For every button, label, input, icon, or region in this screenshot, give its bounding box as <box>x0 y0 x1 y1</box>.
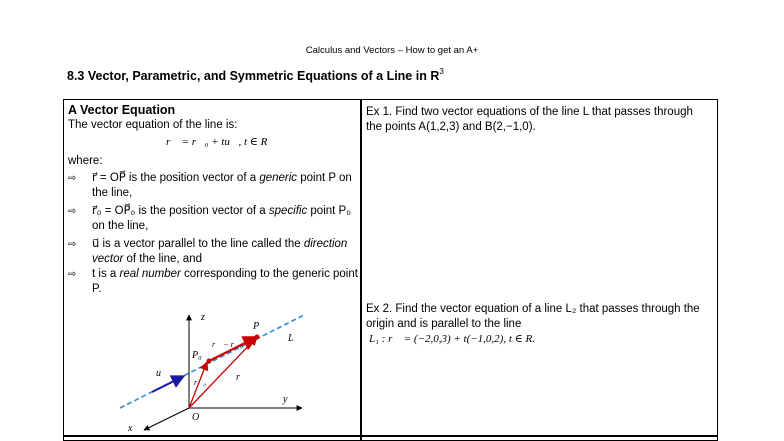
bullet-text: of the line, and <box>123 253 202 265</box>
bullet-text: r⃗₀ = OP⃗₀ is the position vector of a <box>92 205 269 217</box>
bullet-parameter <box>68 267 358 297</box>
column-divider <box>360 100 362 440</box>
arrow-bullet-icon: ⇨ <box>68 206 77 217</box>
line-diagram <box>112 310 352 440</box>
example-2 <box>366 302 706 347</box>
label-x: x <box>128 423 133 434</box>
content-table <box>63 99 718 441</box>
arrow-bullet-icon: ⇨ <box>68 239 77 250</box>
bullet-text: corresponding to the generic point P. <box>92 268 358 295</box>
bullet-text: point P₀ on the line, <box>92 205 351 232</box>
label-r-minus-r0: r⃗ − r⃗₀ <box>212 340 243 349</box>
label-r: r⃗ <box>236 372 248 383</box>
label-L: L <box>288 333 294 344</box>
label-P0: P₀ <box>192 350 202 361</box>
point-P0 <box>207 359 212 364</box>
section-heading <box>67 68 444 83</box>
label-O: O <box>192 412 200 423</box>
bullet-specific <box>68 204 358 234</box>
label-r0: r⃗₀ <box>194 378 207 387</box>
bullet-direction <box>68 237 358 267</box>
arrow-bullet-icon: ⇨ <box>68 269 77 280</box>
label-y: y <box>283 394 288 405</box>
bullet-text: r⃗ = OP⃗ is the position vector of a <box>92 172 260 184</box>
example-2-equation: L₁ : r⃗ = (−2,0,3) + t(−1,0,2), t ∈ R. <box>369 333 536 345</box>
bullet-generic <box>68 171 358 201</box>
arrow-bullet-icon: ⇨ <box>68 173 77 184</box>
intro-text: The vector equation of the line is: <box>68 119 238 131</box>
x-axis <box>144 408 189 430</box>
point-P <box>255 335 260 340</box>
label-P: P <box>253 321 260 332</box>
cell-title: A Vector Equation <box>68 103 176 117</box>
example-2-text: Ex 2. Find the vector equation of a line L₂ that passes through the origin and is parallel to the line <box>366 303 700 330</box>
bullet-emphasis: specific <box>268 205 308 217</box>
vector-equation: r⃗ = r⃗₀ + tu⃗, t ∈ R <box>166 136 268 148</box>
bullet-emphasis: direction vector <box>92 238 348 265</box>
bullet-text: t is a <box>92 268 120 280</box>
example-1: Ex 1. Find two vector equations of the line L that passes through the points A(1,2,3) and B(2,−1,0). <box>366 106 693 133</box>
bullet-emphasis: real number <box>119 268 181 280</box>
line-L <box>120 315 304 408</box>
bullet-emphasis: generic <box>259 172 298 184</box>
bullet-text: u⃗ is a vector parallel to the line called the <box>92 238 304 250</box>
bullet-text: point P on the line, <box>92 172 352 199</box>
where-label: where: <box>68 155 103 167</box>
label-z: z <box>201 312 205 323</box>
label-u: u⃗ <box>156 368 169 379</box>
heading-superscript: 3 <box>439 67 444 76</box>
page-header: Calculus and Vectors – How to get an A+ <box>305 45 479 56</box>
vector-equation-cell <box>68 103 358 297</box>
heading-text: 8.3 Vector, Parametric, and Symmetric Equations of a Line in R <box>67 69 440 84</box>
